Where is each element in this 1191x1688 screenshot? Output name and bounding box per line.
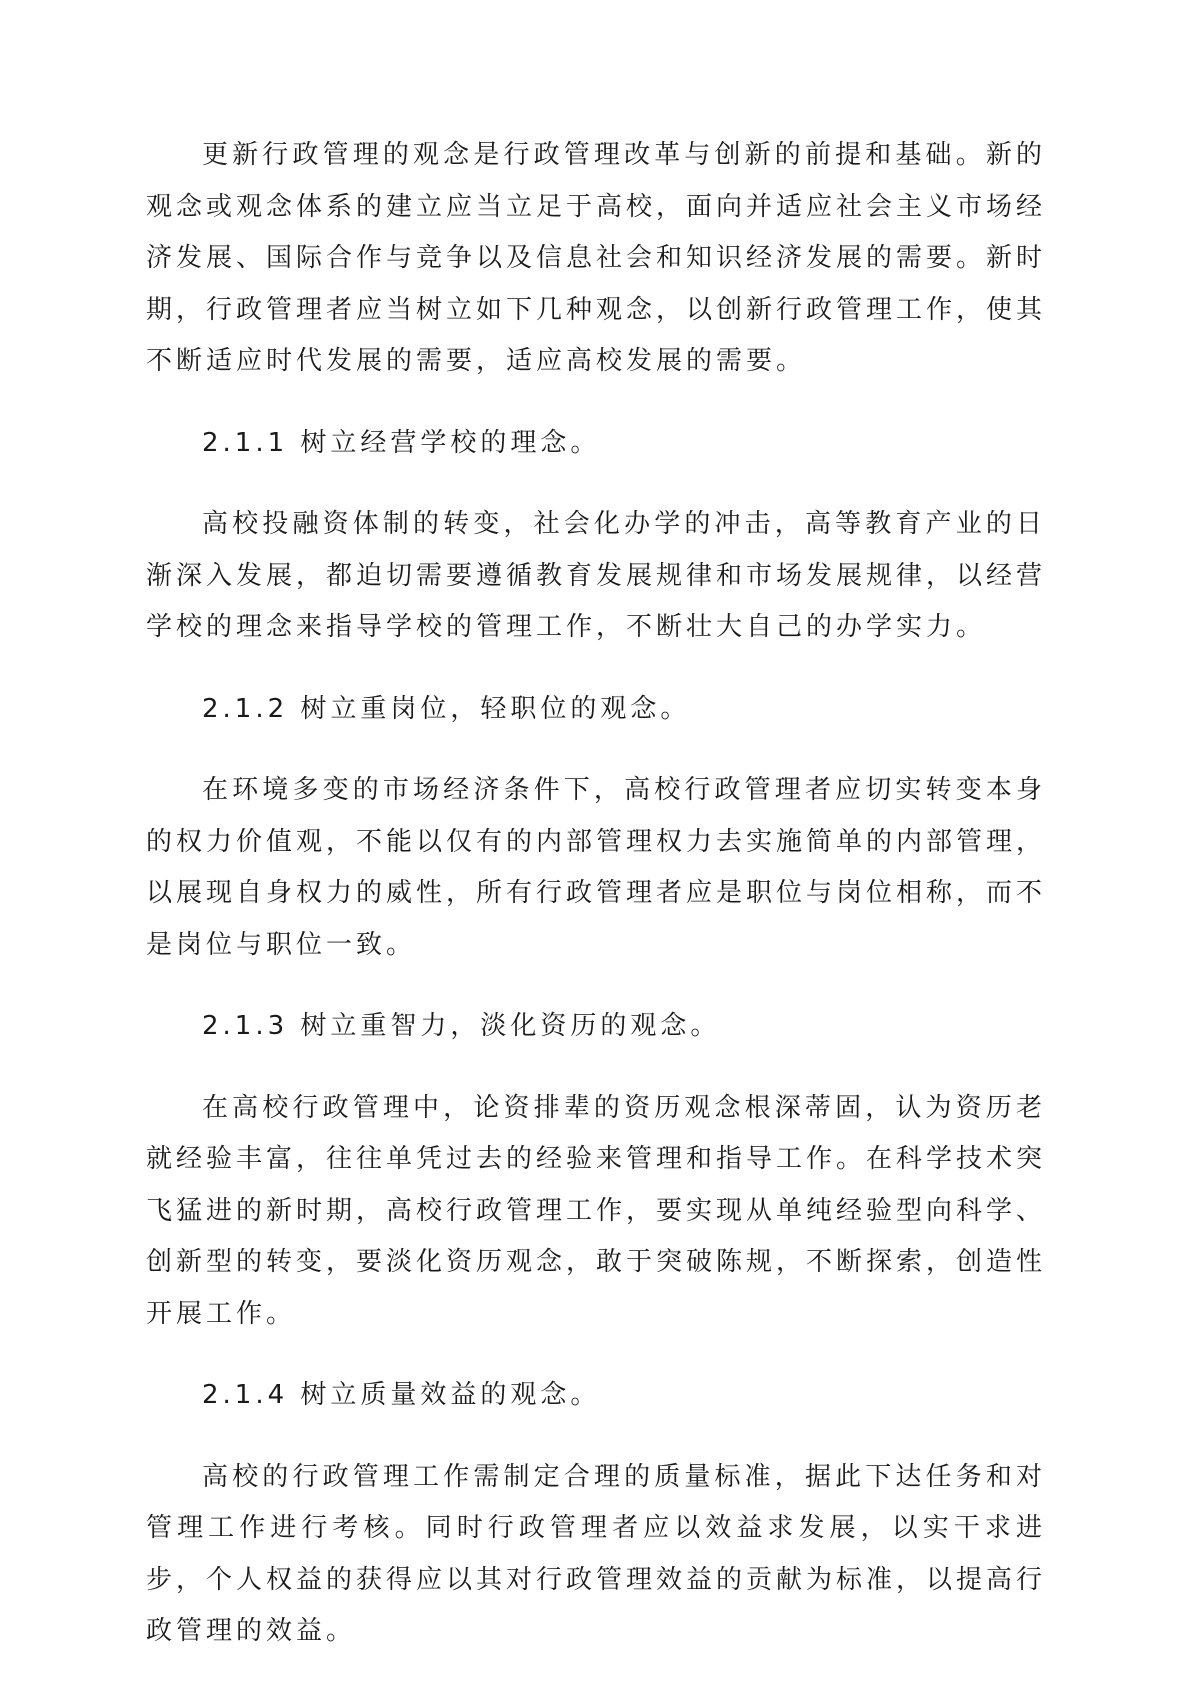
section-heading-2-1-3: 2.1.3 树立重智力，淡化资历的观念。 <box>202 1011 721 1041</box>
section-heading-2-1-2: 2.1.2 树立重岗位，轻职位的观念。 <box>202 693 691 724</box>
document-body <box>146 130 1046 1688</box>
section-heading-2-1-1: 2.1.1 树立经营学校的理念。 <box>202 427 601 458</box>
paragraph-2-1-2: 在环境多变的市场经济条件下，高校行政管理者应切实转变本身的权力价值观，不能以仅有的内部管理权力去实施简单的内部管理，以展现自身权力的威性，所有行政管理者应是职位与岗位相称，而不是岗位与职位一致。 <box>146 775 1047 960</box>
section-heading-2-1-4: 2.1.4 树立质量效益的观念。 <box>202 1380 601 1410</box>
paragraph-2-1-1: 高校投融资体制的转变，社会化办学的冲击，高等教育产业的日渐深入发展，都迫切需要遵循教育发展规律和市场发展规律，以经营学校的理念来指导学校的管理工作，不断壮大自己的办学实力。 <box>146 509 1047 642</box>
paragraph-2-1-3: 在高校行政管理中，论资排辈的资历观念根深蒂固，认为资历老就经验丰富，往往单凭过去的经验来管理和指导工作。在科学技术突飞猛进的新时期，高校行政管理工作，要实现从单纯经验型向科学、创新型的转变，要淡化资历观念，敢于突破陈规，不断探索，创造性开展工作。 <box>146 1092 1047 1329</box>
paragraph-2-1-4: 高校的行政管理工作需制定合理的质量标准，据此下达任务和对管理工作进行考核。同时行政管理者应以效益求发展，以实干求进步，个人权益的获得应以其对行政管理效益的贡献为标准，以提高行政管理的效益。 <box>146 1461 1047 1646</box>
paragraph-intro: 更新行政管理的观念是行政管理改革与创新的前提和基础。新的观念或观念体系的建立应当立足于高校，面向并适应社会主义市场经济发展、国际合作与竞争以及信息社会和知识经济发展的需要。新时期，行政管理者应当树立如下几种观念，以创新行政管理工作，使其不断适应时代发展的需要，适应高校发展的需要。 <box>146 140 1047 376</box>
